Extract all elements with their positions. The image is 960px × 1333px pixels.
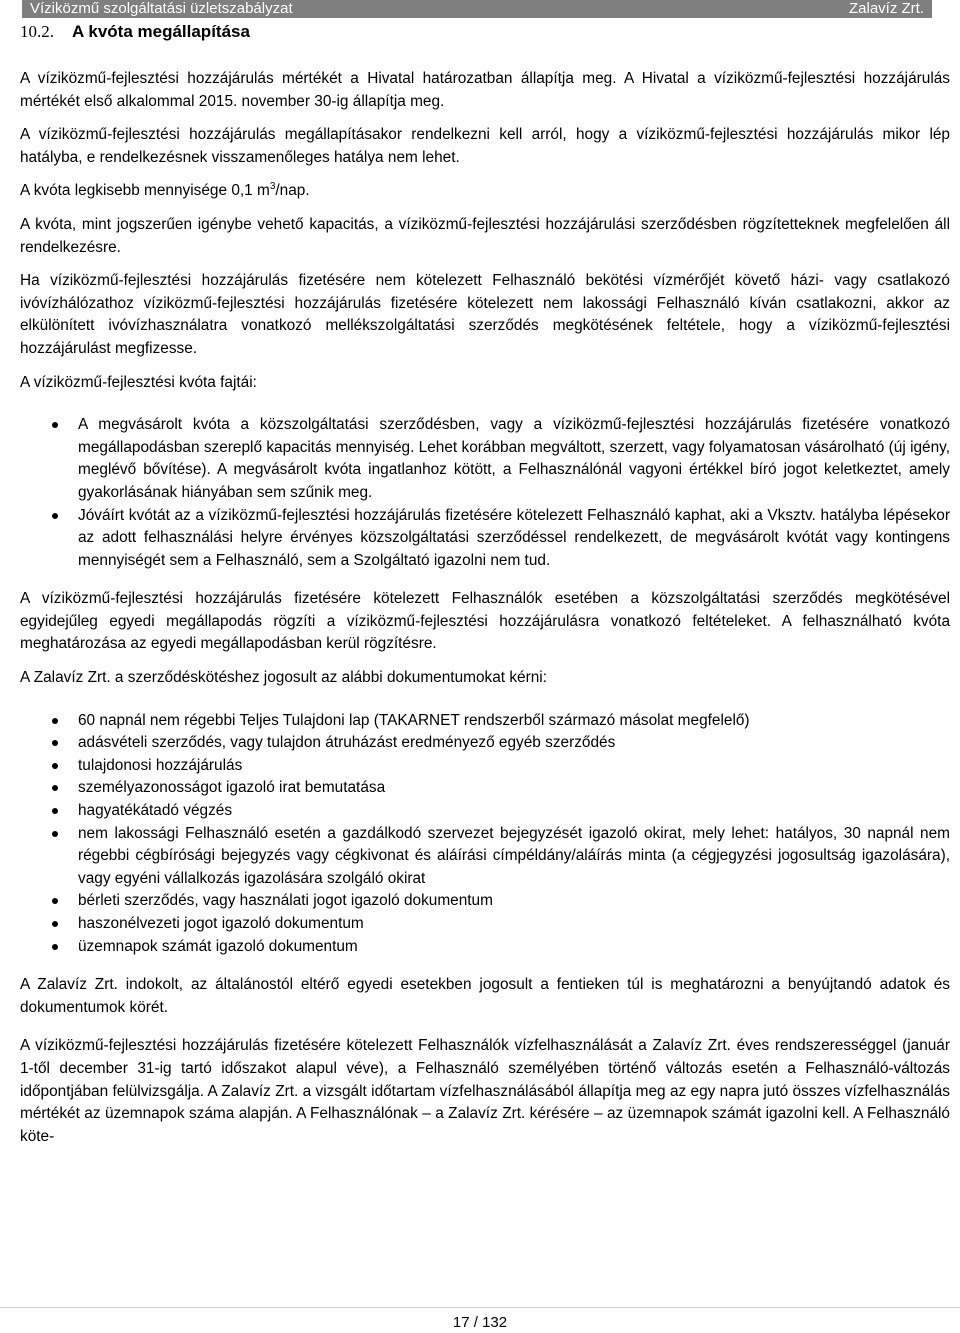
paragraph: A víziközmű-fejlesztési hozzájárulás fizetésére kötelezett Felhasználók esetében a közszolgáltatási szerződés megkötésével egyidejűleg egyedi megállapodás rögzíti a víziközmű-fejlesztési hozzájárulásra vonatkozó feltételeket. A felhasználható kvóta meghatározása az egyedi megállapodásban kerül rögzítésre. (20, 590, 950, 653)
paragraph: A víziközmű-fejlesztési hozzájárulás megállapításakor rendelkezni kell arról, hogy a víziközmű-fejlesztési hozzájárulás mikor lép hatályba, e rendelkezésnek visszamenőleges hatálya nem lehet. (20, 126, 950, 166)
list-item (20, 823, 950, 891)
quota-types-list (20, 414, 950, 572)
section-title: A kvóta megállapítása (72, 22, 250, 41)
page-number: 17 / 132 (452, 1314, 508, 1331)
superscript: 3 (269, 181, 276, 193)
list-item-text: haszonélvezeti jogot igazoló dokumentum (78, 915, 364, 932)
list-item-text: nem lakossági Felhasználó esetén a gazdálkodó szervezet bejegyzését igazoló okirat, mely lehet: hatályos, 30 napnál nem régebbi cégbírósági bejegyzés vagy cégkivonat és aláírási címpéldány/aláírás minta (a cégjegyzési jogosultság igazolására), vagy egyéni vállalkozás igazolására szolgáló okirat (78, 824, 950, 887)
paragraph: Ha víziközmű-fejlesztési hozzájárulás fizetésére nem kötelezett Felhasználó bekötési vízmérőjét követő házi- vagy csatlakozó ivóvízhálózathoz víziközmű-fejlesztési hozzájárulás fizetésére kötelezett nem lakossági Felhasználó kíván csatlakozni, akkor az elkülönített ivóvízhasználatra vonatkozó mellékszolgáltatási szerződés megkötésének feltétele, hogy a víziközmű-fejlesztési hozzájárulást megfizesse. (20, 272, 950, 357)
list-item-text: tulajdonosi hozzájárulás (78, 756, 243, 774)
paragraph: A Zalavíz Zrt. indokolt, az általánostól eltérő egyedi esetekben jogosult a fentieken túl is meghatározni a benyújtandó adatok és dokumentumok körét. (20, 976, 950, 1016)
paragraph-quota-minimum (20, 180, 950, 203)
bullet-icon (52, 944, 58, 950)
section-heading (20, 22, 250, 42)
bullet-icon (52, 898, 58, 904)
text: /nap. (275, 182, 310, 200)
bullet-icon (52, 513, 58, 519)
list-item (20, 913, 950, 936)
footer-divider (0, 1307, 960, 1308)
list-item (20, 890, 950, 913)
list-item (20, 777, 950, 800)
header-doc-title: Víziközmű szolgáltatási üzletszabályzat (30, 0, 293, 17)
list-item (20, 505, 950, 573)
bullet-icon (52, 808, 58, 814)
list-item-text: üzemnapok számát igazoló dokumentum (78, 937, 358, 955)
list-item-text: Jóváírt kvótát az a víziközmű-fejlesztési hozzájárulás fizetésére kötelezett Felhasználó kaphat, aki a Vksztv. hatályba lépésekor az adott felhasználási helyre érvényes közszolgáltatási szerződéssel rendelkezett, de megvásárolt kvótát vagy kontingens mennyiségét sem a Felhasználó, sem a Szolgáltató igazolni nem tud. (78, 506, 950, 569)
bullet-icon (52, 718, 58, 724)
bullet-icon (52, 422, 58, 428)
page-header (22, 0, 932, 18)
list-item (20, 755, 950, 778)
list-item (20, 936, 950, 959)
list-item-text: adásvételi szerződés, vagy tulajdon átruházást eredményező egyéb szerződés (78, 734, 616, 752)
bullet-icon (52, 831, 58, 837)
body-content (20, 68, 950, 1159)
bullet-icon (52, 740, 58, 746)
text: A kvóta legkisebb mennyisége 0,1 m (20, 182, 270, 200)
section-number: 10.2. (20, 22, 54, 41)
paragraph: A Zalavíz Zrt. a szerződéskötéshez jogosult az alábbi dokumentumokat kérni: (20, 669, 547, 687)
header-company: Zalavíz Zrt. (848, 0, 924, 17)
list-item (20, 710, 950, 733)
paragraph: A kvóta, mint jogszerűen igénybe vehető kapacitás, a víziközmű-fejlesztési hozzájárulási szerződésben rögzítetteknek megfelelően áll rendelkezésre. (20, 215, 950, 256)
bullet-icon (52, 785, 58, 791)
list-item (20, 414, 950, 504)
list-item-text: bérleti szerződés, vagy használati jogot igazoló dokumentum (78, 892, 493, 910)
bullet-icon (52, 763, 58, 769)
list-item-text: személyazonosságot igazoló irat bemutatása (78, 779, 386, 797)
bullet-icon (52, 921, 58, 927)
paragraph: A víziközmű-fejlesztési kvóta fajtái: (20, 373, 257, 391)
paragraph: A víziközmű-fejlesztési hozzájárulás fizetésére kötelezett Felhasználók vízfelhasználását a Zalavíz Zrt. éves rendszerességgel (január 1-től december 31-ig tartó időszakot alapul véve), a Felhasználó személyében történő változás esetén a Felhasználó-változás időpontjában felülvizsgálja. A Zalavíz Zrt. a vizsgált időtartam vízfelhasználásából állapítja meg az egy napra jutó összes vízfelhasználás mértékét az üzemnapok száma alapján. A Felhasználónak – a Zalavíz Zrt. kérésére – az üzemnapok számát igazolni kell. A Felhasználó köte- (20, 1037, 950, 1145)
paragraph: A víziközmű-fejlesztési hozzájárulás mértékét a Hivatal határozatban állapítja meg. A Hivatal a víziközmű-fejlesztési hozzájárulás mértékét első alkalommal 2015. november 30-ig állapítja meg. (20, 70, 950, 110)
list-item-text: 60 napnál nem régebbi Teljes Tulajdoni lap (TAKARNET rendszerből származó másolat megfelelő) (78, 711, 750, 729)
documents-list (20, 710, 950, 959)
list-item (20, 800, 950, 823)
list-item-text: A megvásárolt kvóta a közszolgáltatási szerződésben, vagy a víziközmű-fejlesztési hozzájárulás fizetésére vonatkozó megállapodásban szereplő kapacitás mennyiség. Lehet korábban megváltott, szerzett, vagy folyamatosan vásárolható (új igény, meglévő bővítése). A megvásárolt kvóta ingatlanhoz kötött, a Felhasználónál vagyoni értékkel bíró jogot keletkeztet, amely gyakorlásának hiányában sem szűnik meg. (78, 416, 950, 501)
list-item (20, 732, 950, 755)
list-item-text: hagyatékátadó végzés (78, 802, 233, 820)
